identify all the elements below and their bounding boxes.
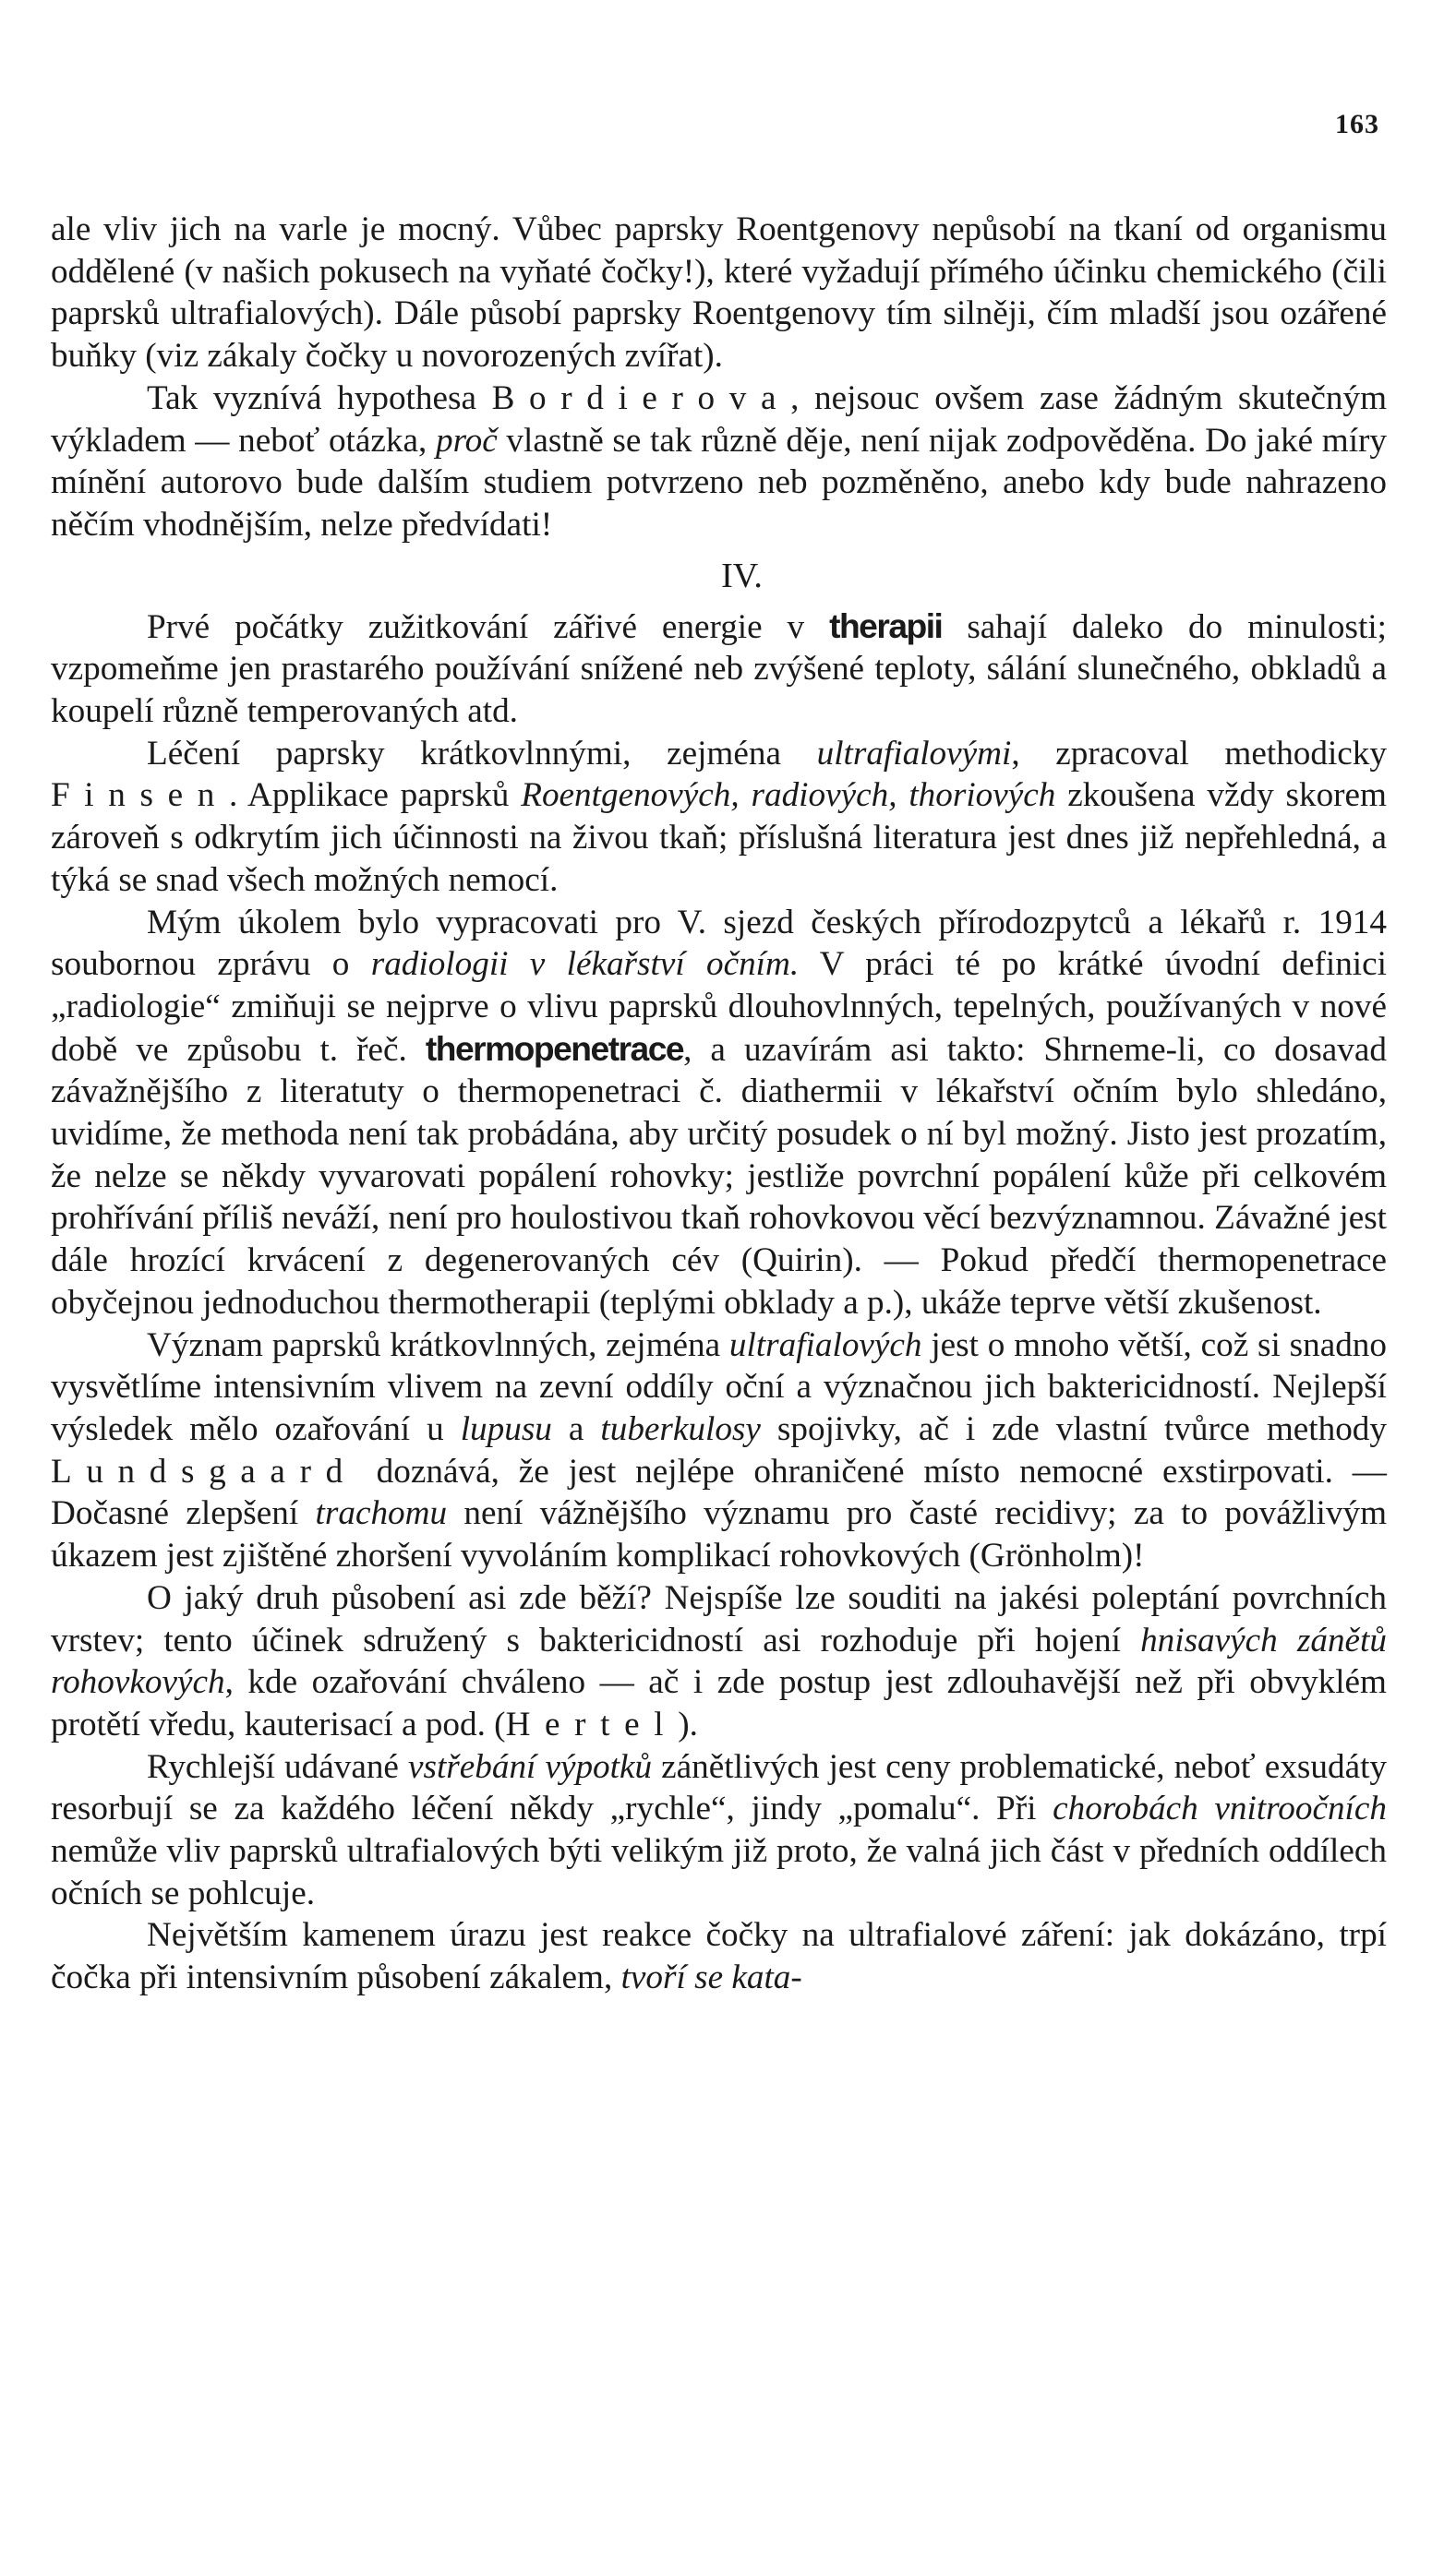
author-name-finsen: Finsen	[51, 776, 229, 815]
italic-emphasis: tuberkulosy	[600, 1409, 761, 1448]
paragraph-4	[51, 733, 1387, 902]
author-name-bordier: Bordierova	[491, 378, 791, 417]
paragraph-6	[51, 1324, 1387, 1577]
paragraph-text: jest o mnoho větší, což si snadno vysvětlíme intensivním vlivem na zevní oddíly oční a význačnou jich baktericidností. Nejlepší výsledek mělo ozařování u	[51, 1325, 1387, 1448]
italic-emphasis: lupusu	[460, 1409, 552, 1448]
italic-emphasis: ultrafialových	[728, 1325, 922, 1364]
page-number: 163	[1335, 109, 1379, 139]
italic-emphasis: proč	[435, 421, 498, 460]
bold-term-thermopenetrace: thermopenetrace	[425, 1028, 684, 1068]
author-name-lundsgaard: Lundsgaard	[51, 1452, 357, 1491]
italic-emphasis: Roentgenových, radiových, thoriových	[521, 776, 1056, 815]
paragraph-text: nemůže vliv paprsků ultrafialových býti velikým již proto, že valná jich část v předních oddílech očních se pohlcuje.	[51, 1832, 1387, 1912]
paragraph-text: Rychlejší udávané	[147, 1747, 408, 1786]
author-name-hertel: Hertel	[505, 1705, 679, 1743]
paragraph-3	[51, 605, 1387, 733]
paragraph-text: V práci té po krátké úvodní definici „radiologie“ zmiňuji se nejprve o vlivu paprsků dlouhovlnných, tepelných, používaných v nové době ve způsobu t. řeč.	[51, 945, 1387, 1069]
paragraph-text: , kde ozařování chváleno — ač i zde postup jest zdlouhavější než při obvyklém protětí vředu, kauterisací a pod. (	[51, 1663, 1387, 1743]
paragraph-text: Léčení paprsky krátkovlnnými, zejména	[147, 734, 817, 773]
section-heading: IV.	[721, 556, 763, 595]
italic-emphasis: hnisavých zánětů rohovkových	[51, 1621, 1387, 1702]
paragraph-1	[51, 209, 1387, 377]
italic-emphasis: tvoří se kata-	[620, 1959, 802, 1997]
page-body	[51, 209, 1387, 1999]
paragraph-text: zkoušena vždy skorem zároveň s odkrytím jich účinnosti na živou tkaň; příslušná literatura jest dnes již nepřehledná, a týká se snad všech možných nemocí.	[51, 776, 1387, 899]
paragraph-text: O jaký druh působení asi zde běží? Nejspíše lze souditi na jakési poleptání povrchních vrstev; tento účinek sdružený s baktericidností asi rozhoduje při hojení	[51, 1578, 1387, 1659]
paragraph-text: Největším kamenem úrazu jest reakce čočky na ultrafialové záření: jak dokázáno, trpí čočka při intensivním působení zákalem,	[51, 1916, 1387, 1997]
paragraph-text: Prvé počátky zužitkování zářivé energie v	[147, 607, 830, 646]
paragraph-text: , a uzavírám asi takto: Shrneme-li, co dosavad závažnějšího z literatuty o thermopenetraci č. diathermii v lékařství očním bylo shledáno, uvidíme, že methoda není tak probádána, aby určitý posudek o ní byl možný. Jisto jest prozatím, že nelze se někdy vyvarovati popálení rohovky; jestliže povrchní popálení kůže při celkovém prohřívání příliš neváží, není pro houlostivou tkaň rohovkovou věcí bezvýznamnou. Závažné jest dále hrozící krvácení z degenerovaných cév (Quirin). — Pokud předčí thermopenetrace obyčejnou jednoduchou thermotherapii (teplými obklady a p.), ukáže teprve větší zkušenost.	[51, 1030, 1388, 1322]
paragraph-text: . Applikace paprsků	[228, 776, 522, 815]
paragraph-text: zánětlivých jest ceny problematické, neboť exsudáty resorbují se za každého léčení někdy „rychle“, jindy „pomalu“. Při	[51, 1747, 1387, 1828]
paragraph-9	[51, 1914, 1387, 1998]
italic-emphasis: radiologii v lékařství očním.	[370, 945, 800, 984]
paragraph-text: sahají daleko do minulosti; vzpomeňme jen prastarého používání snížené neb zvýšené teploty, sálání slunečného, obkladů a koupelí různě temperovaných atd.	[51, 607, 1387, 731]
paragraph-text: ale vliv jich na varle je mocný. Vůbec paprsky Roentgenovy nepůsobí na tkaní od organismu oddělené (v našich pokusech na vyňaté čočky!), které vyžadují přímého účinku chemického (čili paprsků ultrafialových). Dále působí paprsky Roentgenovy tím silněji, čím mladší jsou ozářené buňky (viz zákaly čočky u novorozených zvířat).	[51, 210, 1387, 376]
paragraph-2	[51, 377, 1387, 546]
paragraph-text: doznává, že jest nejlépe ohraničené místo nemocné exstirpovati. — Dočasné zlepšení	[51, 1452, 1387, 1533]
italic-emphasis: chorobách vnitroočních	[1053, 1790, 1387, 1828]
paragraph-text: Význam paprsků krátkovlnných, zejména	[147, 1325, 729, 1364]
paragraph-7	[51, 1577, 1387, 1746]
paragraph-5	[51, 902, 1387, 1324]
italic-emphasis: vstřebání výpotků	[407, 1747, 653, 1786]
paragraph-text: Mým úkolem bylo vypracovati pro V. sjezd českých přírodozpytců a lékařů r. 1914 soubornou zprávu o	[51, 903, 1387, 984]
paragraph-text: ).	[678, 1705, 698, 1743]
paragraph-text: Tak vyznívá hypothesa	[147, 378, 492, 417]
italic-emphasis: ultrafialovými	[816, 734, 1012, 773]
paragraph-text: , nejsouc ovšem zase žádným skutečným výkladem — neboť otázka,	[51, 378, 1387, 460]
paragraph-text: spojivky, ač i zde vlastní tvůrce methody	[760, 1409, 1387, 1448]
bold-term-therapii: therapii	[829, 605, 943, 645]
paragraph-text: není vážnějšího významu pro časté recidivy; za to povážlivým úkazem jest zjištěné zhoršení vyvoláním komplikací rohovkových (Grönholm)!	[51, 1494, 1388, 1576]
paragraph-text: , zpracoval methodicky	[1011, 734, 1387, 773]
paragraph-text: a	[551, 1409, 601, 1448]
paragraph-8	[51, 1746, 1387, 1915]
paragraph-text: vlastně se tak různě děje, není nijak zodpověděna. Do jaké míry mínění autorovo bude dalším studiem potvrzeno neb pozměněno, anebo kdy bude nahrazeno něčím vhodnějším, nelze předvídati!	[51, 421, 1387, 544]
italic-emphasis: trachomu	[315, 1494, 448, 1533]
